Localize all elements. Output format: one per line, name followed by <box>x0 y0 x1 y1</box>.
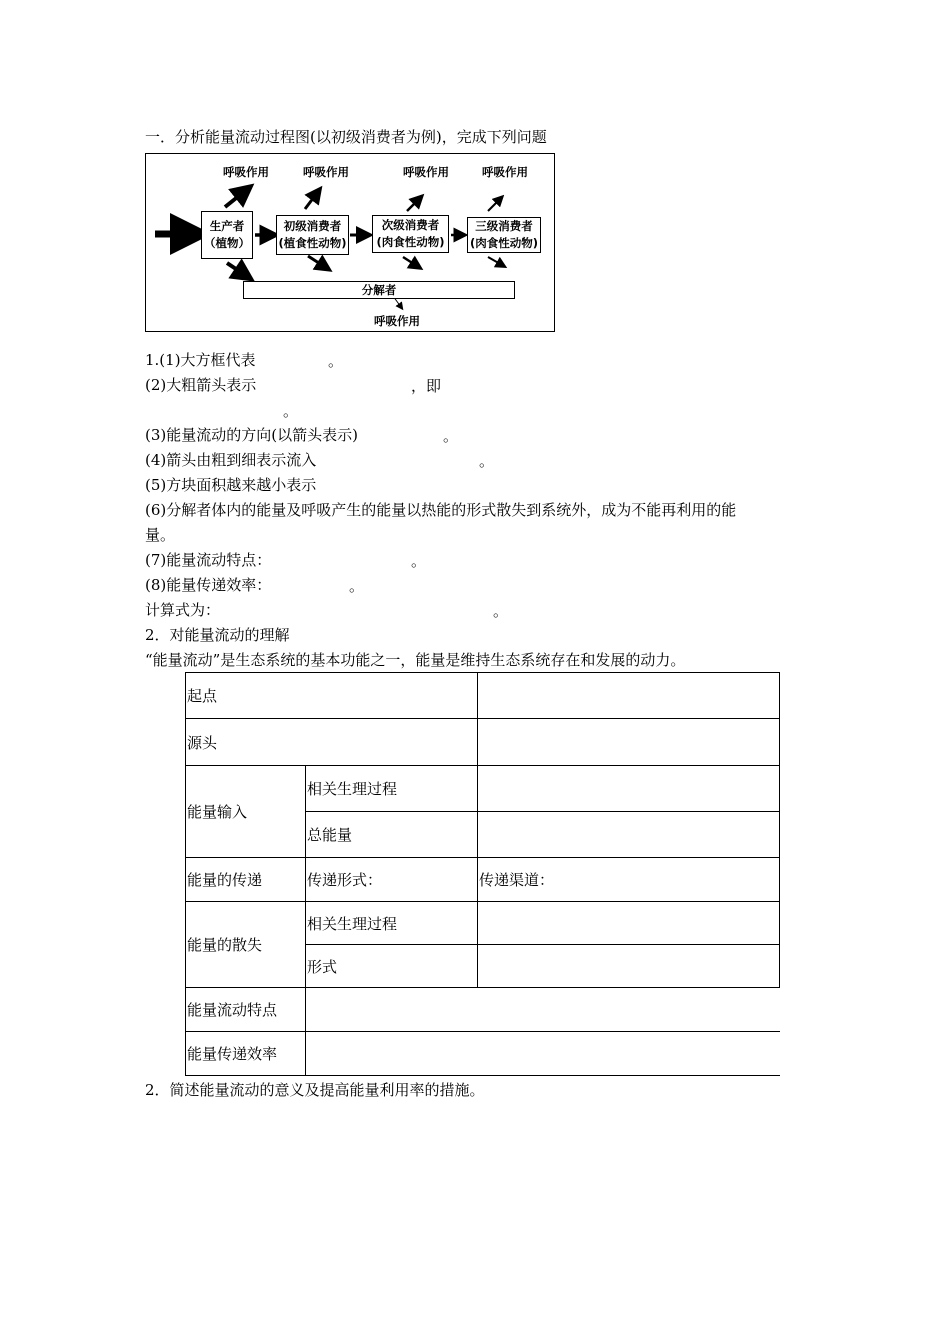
respiration-label: 呼吸作用 <box>223 165 269 179</box>
secondary-respiration-arrow <box>407 199 419 211</box>
secondary-consumer-box: 次级消费者 (肉食性动物) <box>372 215 449 253</box>
table-cell-answer <box>478 719 780 766</box>
table-cell-answer <box>306 988 780 1032</box>
producer-to-decomposer-arrow <box>227 263 245 275</box>
secondary-to-decomposer-arrow <box>403 257 417 266</box>
tertiary-consumer-box: 三级消费者 (肉食性动物) <box>467 217 541 253</box>
question-3-end: 。 <box>443 427 459 445</box>
table-cell-features: 能量流动特点 <box>186 988 306 1032</box>
table-cell-transfer-form: 传递形式： <box>306 858 478 902</box>
section2-intro: “能量流动”是生态系统的基本功能之一，能量是维持生态系统存在和发展的动力。 <box>145 651 686 669</box>
tertiary-to-decomposer-arrow <box>488 257 502 265</box>
table-row <box>186 766 780 812</box>
table-cell-start: 起点 <box>186 673 478 719</box>
question-3: (3)能量流动的方向(以箭头表示) <box>145 426 358 444</box>
table-row <box>186 1032 780 1076</box>
table-cell-loss: 能量的散失 <box>186 902 306 988</box>
question-8: (8)能量传递效率： <box>145 576 272 594</box>
question-6-cont: 量。 <box>145 526 176 544</box>
question-6: (6)分解者体内的能量及呼吸产生的能量以热能的形式散失到系统外，成为不能再利用的能 <box>145 501 737 519</box>
respiration-label: 呼吸作用 <box>482 165 528 179</box>
question-7-end: 。 <box>411 552 427 570</box>
question-2: (2)大粗箭头表示 <box>145 376 257 394</box>
question-2-end: 。 <box>283 402 299 420</box>
table-row <box>186 988 780 1032</box>
table-cell-transfer-channel: 传递渠道： <box>478 858 780 902</box>
primary-respiration-arrow <box>305 193 317 209</box>
question-4-end: 。 <box>479 452 495 470</box>
table-row <box>186 719 780 766</box>
producer-box: 生产者 （植物） <box>201 211 253 259</box>
respiration-label: 呼吸作用 <box>303 165 349 179</box>
question-1-end: 。 <box>328 352 344 370</box>
table-cell-loss-process: 相关生理过程 <box>306 902 478 945</box>
table-cell-efficiency: 能量传递效率 <box>186 1032 306 1076</box>
section3-title: 2．简述能量流动的意义及提高能量利用率的措施。 <box>145 1081 485 1099</box>
table-row <box>186 858 780 902</box>
formula-line: 计算式为： <box>145 601 221 619</box>
table-cell-input: 能量输入 <box>186 766 306 858</box>
question-2-mid: ，即 <box>411 377 442 395</box>
decomposer-box: 分解者 <box>243 281 515 299</box>
table-cell-source: 源头 <box>186 719 478 766</box>
tertiary-respiration-arrow <box>488 199 500 211</box>
question-5: (5)方块面积越来越小表示 <box>145 476 317 494</box>
primary-to-decomposer-arrow <box>308 256 325 267</box>
table-row <box>186 902 780 945</box>
table-cell-answer <box>478 673 780 719</box>
table-cell-answer <box>306 1032 780 1076</box>
section2-title: 2．对能量流动的理解 <box>145 626 290 644</box>
decomposer-respiration-label: 呼吸作用 <box>374 314 420 328</box>
energy-flow-diagram <box>145 153 555 332</box>
table-cell-answer <box>478 902 780 945</box>
respiration-label: 呼吸作用 <box>403 165 449 179</box>
question-7: (7)能量流动特点： <box>145 551 272 569</box>
table-cell-answer <box>478 945 780 988</box>
question-4: (4)箭头由粗到细表示流入 <box>145 451 317 469</box>
energy-flow-table <box>185 672 780 1076</box>
table-cell-transfer: 能量的传递 <box>186 858 306 902</box>
table-row <box>186 673 780 719</box>
table-cell-loss-form: 形式 <box>306 945 478 988</box>
table-cell-answer <box>478 766 780 812</box>
table-cell-answer <box>478 812 780 858</box>
primary-consumer-box: 初级消费者 (植食性动物) <box>276 215 349 255</box>
formula-end: 。 <box>493 602 509 620</box>
question-8-end: 。 <box>349 577 365 595</box>
section1-title: 一．分析能量流动过程图(以初级消费者为例)，完成下列问题 <box>145 128 547 146</box>
producer-respiration-arrow <box>225 191 245 207</box>
table-cell-input-process: 相关生理过程 <box>306 766 478 812</box>
table-cell-input-total: 总能量 <box>306 812 478 858</box>
question-1: 1.(1)大方框代表 <box>145 351 256 369</box>
